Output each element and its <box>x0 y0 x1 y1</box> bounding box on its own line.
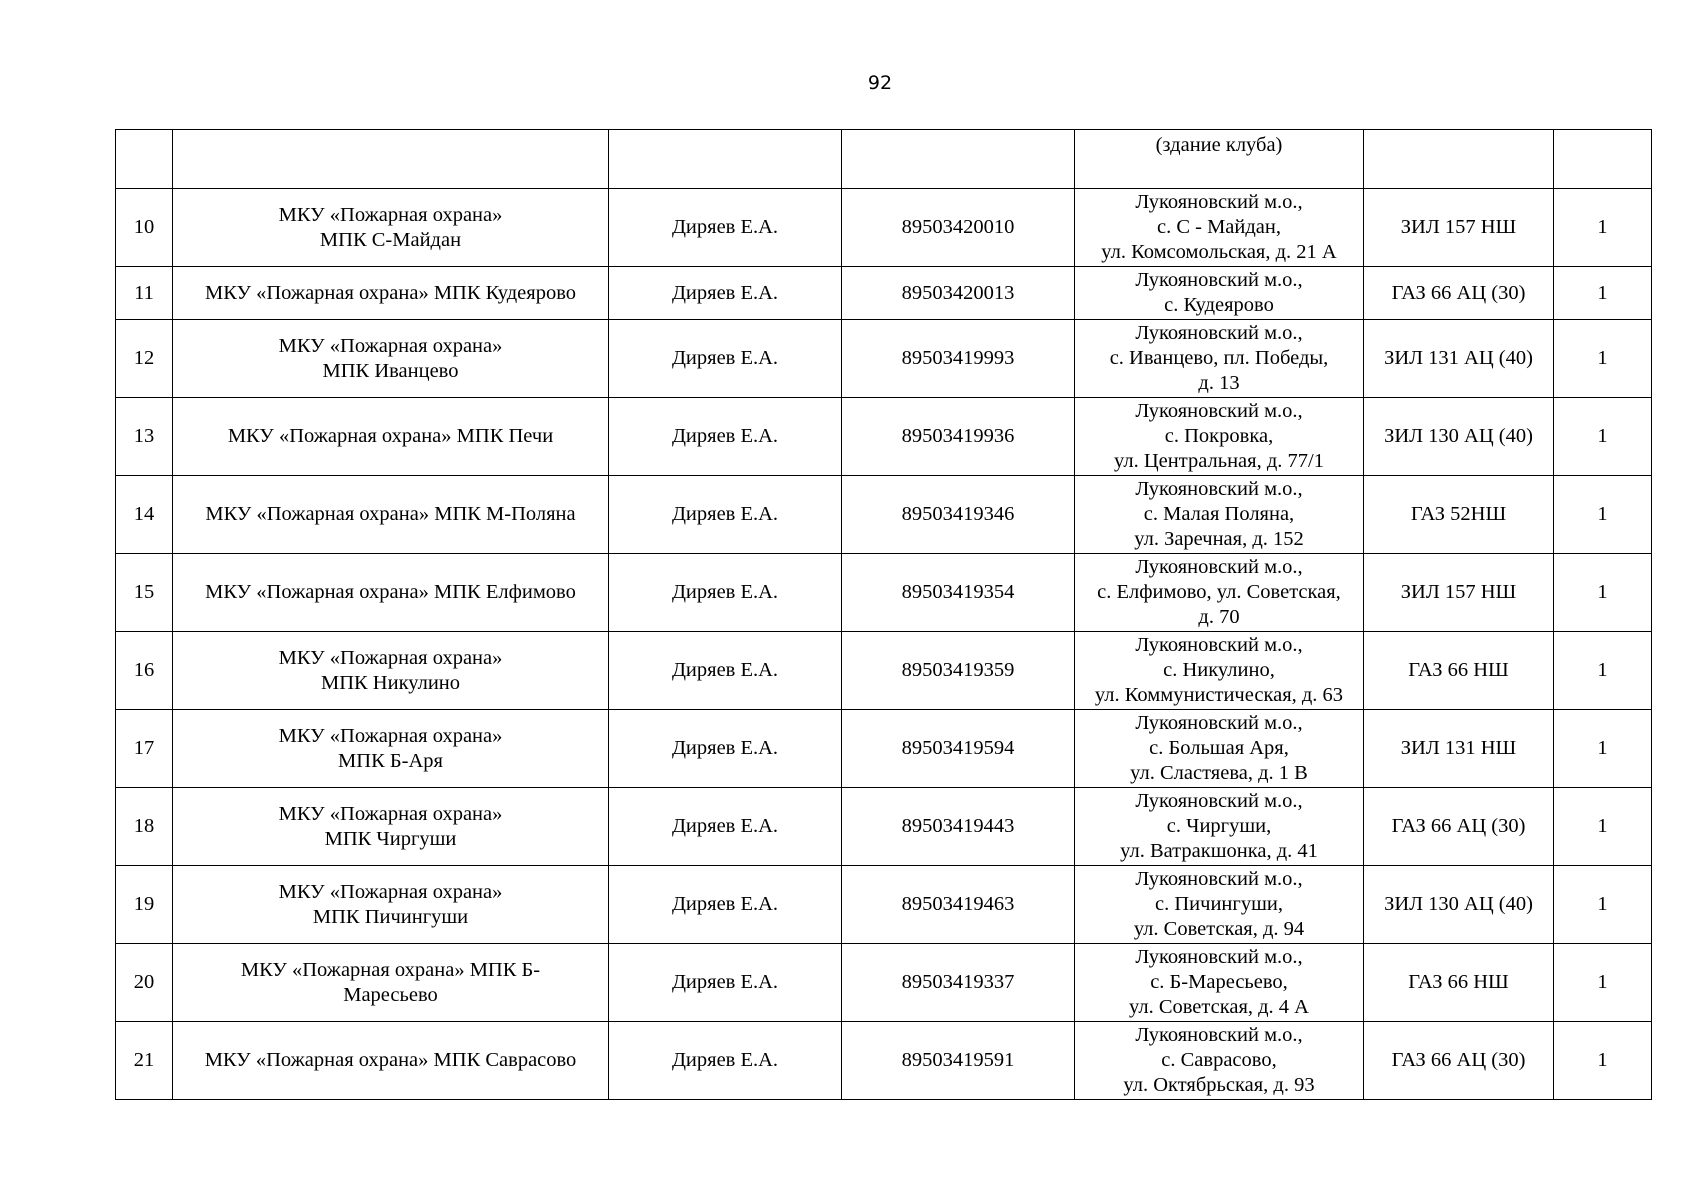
cell-qty: 1 <box>1554 1022 1652 1100</box>
cell-address <box>1075 632 1364 710</box>
cell-address <box>1075 944 1364 1022</box>
cell-person: Диряев Е.А. <box>609 1022 842 1100</box>
cell-address-line: Лукояновский м.о., <box>1135 868 1303 890</box>
cell-organization <box>173 944 609 1022</box>
cell-organization-line: МПК С-Майдан <box>319 228 462 251</box>
table-row <box>116 866 1652 944</box>
cell-address-line: ул. Заречная, д. 152 <box>1134 528 1304 550</box>
cell-num: 18 <box>116 788 173 866</box>
cell-address-line: ул. Октябрьская, д. 93 <box>1123 1074 1315 1096</box>
table-row <box>116 632 1652 710</box>
cell-address-line: с. Большая Аря, <box>1149 737 1289 759</box>
table-row <box>116 788 1652 866</box>
cell-phone: 89503420010 <box>842 189 1075 267</box>
cell-organization <box>173 1022 609 1100</box>
cell-qty: 1 <box>1554 554 1652 632</box>
cell-address-line: д. 13 <box>1198 372 1240 394</box>
cell-organization-line: МКУ «Пожарная охрана» МПК Елфимово <box>205 581 576 603</box>
cell-address: (здание клуба) <box>1075 130 1364 189</box>
cell-vehicle <box>1364 130 1554 189</box>
cell-address-line: ул. Сластяева, д. 1 В <box>1130 762 1308 784</box>
fire-equipment-table <box>115 129 1652 1100</box>
cell-qty <box>1554 130 1652 189</box>
cell-qty: 1 <box>1554 267 1652 320</box>
cell-phone: 89503419936 <box>842 398 1075 476</box>
cell-person: Диряев Е.А. <box>609 267 842 320</box>
cell-address-line: ул. Ватракшонка, д. 41 <box>1120 840 1318 862</box>
cell-address-line: Лукояновский м.о., <box>1135 712 1303 734</box>
cell-num: 20 <box>116 944 173 1022</box>
cell-organization <box>173 267 609 320</box>
cell-address-line: Лукояновский м.о., <box>1135 634 1303 656</box>
cell-address-line: Лукояновский м.о., <box>1135 556 1303 578</box>
cell-organization <box>173 554 609 632</box>
cell-organization-line: МКУ «Пожарная охрана» <box>278 203 503 226</box>
cell-phone: 89503419346 <box>842 476 1075 554</box>
cell-organization <box>173 130 609 189</box>
cell-phone: 89503419594 <box>842 710 1075 788</box>
cell-person: Диряев Е.А. <box>609 189 842 267</box>
cell-qty: 1 <box>1554 476 1652 554</box>
cell-organization-line: МКУ «Пожарная охрана» <box>278 802 503 825</box>
cell-organization <box>173 788 609 866</box>
cell-organization-line: МПК Иванцево <box>322 359 459 382</box>
cell-num: 19 <box>116 866 173 944</box>
cell-address <box>1075 189 1364 267</box>
table-body <box>116 130 1652 1100</box>
cell-organization-line: МКУ «Пожарная охрана» МПК Печи <box>227 425 554 447</box>
cell-vehicle: ЗИЛ 130 АЦ (40) <box>1364 866 1554 944</box>
cell-qty: 1 <box>1554 710 1652 788</box>
cell-num: 15 <box>116 554 173 632</box>
cell-vehicle: ЗИЛ 131 НШ <box>1364 710 1554 788</box>
table-row <box>116 189 1652 267</box>
table-row <box>116 1022 1652 1100</box>
cell-address-line: Лукояновский м.о., <box>1135 1024 1303 1046</box>
cell-num: 13 <box>116 398 173 476</box>
cell-num: 11 <box>116 267 173 320</box>
cell-address-line: с. Никулино, <box>1163 659 1275 681</box>
cell-address-line: с. Иванцево, пл. Победы, <box>1109 347 1329 369</box>
cell-organization-line: МКУ «Пожарная охрана» МПК М-Поляна <box>205 503 576 525</box>
cell-address-line: д. 70 <box>1198 606 1240 628</box>
cell-person: Диряев Е.А. <box>609 710 842 788</box>
cell-address <box>1075 866 1364 944</box>
cell-num: 14 <box>116 476 173 554</box>
cell-organization-line: МКУ «Пожарная охрана» <box>278 334 503 357</box>
cell-organization <box>173 632 609 710</box>
cell-person: Диряев Е.А. <box>609 632 842 710</box>
cell-address <box>1075 267 1364 320</box>
cell-person: Диряев Е.А. <box>609 554 842 632</box>
cell-address <box>1075 788 1364 866</box>
cell-organization-line: МПК Чиргуши <box>324 827 457 850</box>
cell-num <box>116 130 173 189</box>
cell-address <box>1075 1022 1364 1100</box>
cell-person: Диряев Е.А. <box>609 788 842 866</box>
cell-organization-line: Маресьево <box>343 983 438 1006</box>
page-number: 92 <box>867 72 893 94</box>
cell-organization <box>173 189 609 267</box>
cell-organization-line: МПК Б-Аря <box>338 749 443 772</box>
cell-vehicle: ЗИЛ 130 АЦ (40) <box>1364 398 1554 476</box>
cell-vehicle: ЗИЛ 157 НШ <box>1364 554 1554 632</box>
cell-address-line: Лукояновский м.о., <box>1135 400 1303 422</box>
cell-address-line: с. Б-Маресьево, <box>1150 971 1288 993</box>
cell-vehicle: ГАЗ 66 НШ <box>1364 944 1554 1022</box>
cell-organization-line: МПК Никулино <box>320 671 461 694</box>
cell-qty: 1 <box>1554 189 1652 267</box>
cell-qty: 1 <box>1554 788 1652 866</box>
cell-phone: 89503419354 <box>842 554 1075 632</box>
cell-qty: 1 <box>1554 866 1652 944</box>
table-row <box>116 944 1652 1022</box>
cell-organization <box>173 710 609 788</box>
cell-person: Диряев Е.А. <box>609 398 842 476</box>
cell-phone: 89503419463 <box>842 866 1075 944</box>
cell-address <box>1075 320 1364 398</box>
cell-address-line: Лукояновский м.о., <box>1135 478 1303 500</box>
cell-address-line: ул. Комсомольская, д. 21 А <box>1101 241 1337 263</box>
cell-vehicle: ГАЗ 66 НШ <box>1364 632 1554 710</box>
cell-address-line: Лукояновский м.о., <box>1135 191 1303 213</box>
cell-num: 17 <box>116 710 173 788</box>
cell-address-line: с. Саврасово, <box>1161 1049 1277 1071</box>
cell-phone: 89503419993 <box>842 320 1075 398</box>
cell-person: Диряев Е.А. <box>609 944 842 1022</box>
cell-organization-line: МКУ «Пожарная охрана» МПК Кудеярово <box>204 281 576 304</box>
table-row <box>116 476 1652 554</box>
cell-num: 10 <box>116 189 173 267</box>
cell-address-line: ул. Советская, д. 4 А <box>1128 996 1309 1018</box>
cell-organization <box>173 320 609 398</box>
cell-address-line: ул. Коммунистическая, д. 63 <box>1094 684 1344 706</box>
cell-qty: 1 <box>1554 632 1652 710</box>
cell-person <box>609 130 842 189</box>
cell-phone: 89503419359 <box>842 632 1075 710</box>
cell-vehicle: ЗИЛ 157 НШ <box>1364 189 1554 267</box>
cell-address-line: с. Пичингуши, <box>1155 893 1283 915</box>
cell-address-line: ул. Советская, д. 94 <box>1133 918 1305 940</box>
cell-num: 21 <box>116 1022 173 1100</box>
cell-address-line: Лукояновский м.о., <box>1135 269 1303 291</box>
cell-phone <box>842 130 1075 189</box>
cell-num: 16 <box>116 632 173 710</box>
table-row <box>116 554 1652 632</box>
cell-address-line: с. Чиргуши, <box>1166 815 1272 837</box>
cell-address-line: с. Кудеярово <box>1164 294 1274 316</box>
cell-address-line: ул. Центральная, д. 77/1 <box>1114 450 1324 472</box>
cell-address <box>1075 710 1364 788</box>
cell-organization <box>173 476 609 554</box>
cell-address <box>1075 554 1364 632</box>
cell-organization-line: МКУ «Пожарная охрана» МПК Б- <box>240 958 541 981</box>
cell-vehicle: ГАЗ 66 АЦ (30) <box>1364 1022 1554 1100</box>
cell-vehicle: ГАЗ 66 АЦ (30) <box>1364 267 1554 320</box>
cell-vehicle: ГАЗ 52НШ <box>1364 476 1554 554</box>
cell-organization <box>173 866 609 944</box>
cell-phone: 89503419337 <box>842 944 1075 1022</box>
table-row <box>116 398 1652 476</box>
cell-qty: 1 <box>1554 320 1652 398</box>
cell-vehicle: ЗИЛ 131 АЦ (40) <box>1364 320 1554 398</box>
table-row <box>116 267 1652 320</box>
cell-address <box>1075 476 1364 554</box>
cell-organization <box>173 398 609 476</box>
cell-vehicle: ГАЗ 66 АЦ (30) <box>1364 788 1554 866</box>
table-row <box>116 320 1652 398</box>
cell-qty: 1 <box>1554 398 1652 476</box>
cell-person: Диряев Е.А. <box>609 320 842 398</box>
cell-address <box>1075 398 1364 476</box>
cell-address-line: Лукояновский м.о., <box>1135 946 1303 968</box>
cell-organization-line: МКУ «Пожарная охрана» <box>278 724 503 747</box>
cell-phone: 89503420013 <box>842 267 1075 320</box>
cell-qty: 1 <box>1554 944 1652 1022</box>
cell-organization-line: МКУ «Пожарная охрана» МПК Саврасово <box>204 1049 577 1071</box>
cell-phone: 89503419443 <box>842 788 1075 866</box>
cell-organization-line: МКУ «Пожарная охрана» <box>278 646 503 669</box>
cell-address-line: с. Покровка, <box>1164 425 1274 447</box>
cell-address-line: с. Елфимово, ул. Советская, <box>1097 581 1341 603</box>
table-row <box>116 710 1652 788</box>
cell-phone: 89503419591 <box>842 1022 1075 1100</box>
cell-address-line: с. Малая Поляна, <box>1143 503 1295 525</box>
cell-num: 12 <box>116 320 173 398</box>
table-row-continuation <box>116 130 1652 189</box>
cell-person: Диряев Е.А. <box>609 476 842 554</box>
cell-organization-line: МПК Пичингуши <box>312 905 469 928</box>
cell-address-line: Лукояновский м.о., <box>1135 322 1303 344</box>
cell-address-line: с. С - Майдан, <box>1156 216 1282 238</box>
cell-person: Диряев Е.А. <box>609 866 842 944</box>
cell-organization-line: МКУ «Пожарная охрана» <box>278 880 503 903</box>
cell-address-line: Лукояновский м.о., <box>1135 790 1303 812</box>
